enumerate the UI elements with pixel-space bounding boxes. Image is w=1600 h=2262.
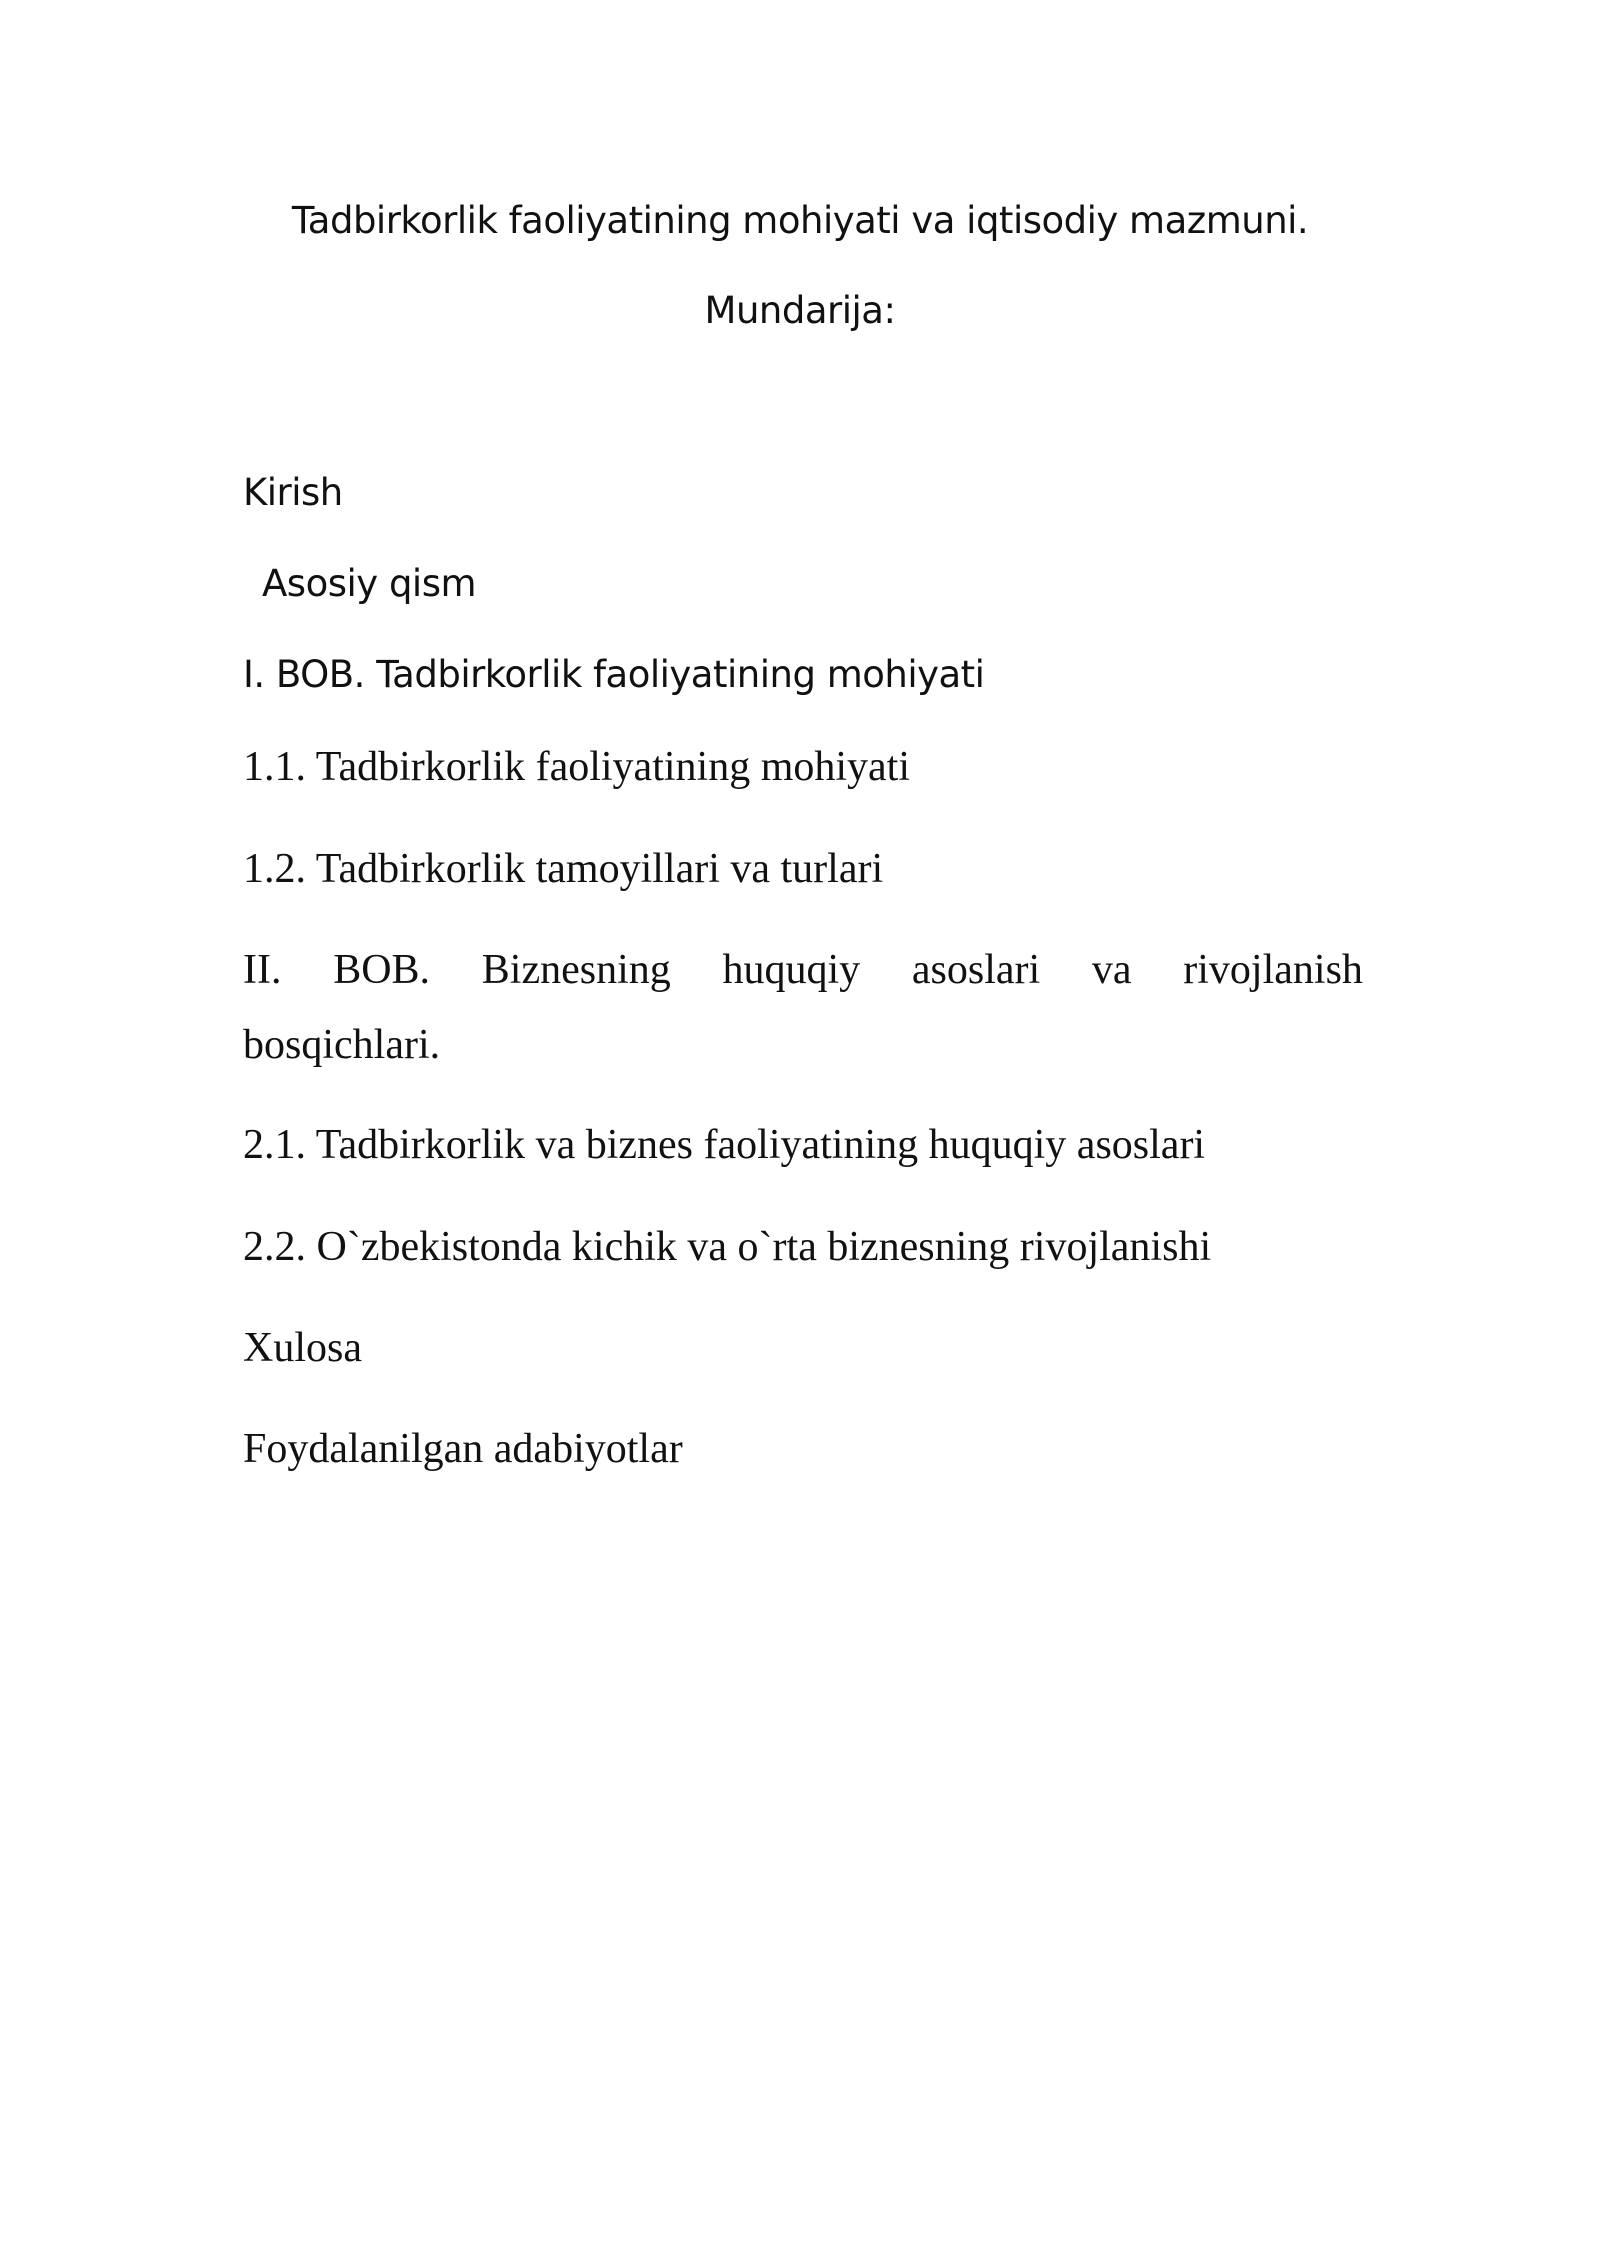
chapter-2-word: Biznesning: [481, 947, 671, 993]
toc-item-section-1-1: 1.1. Tadbirkorlik faoliyatining mohiyati: [243, 744, 911, 790]
contents-heading: Mundarija:: [704, 289, 896, 332]
toc-item-conclusion: Xulosa: [243, 1325, 362, 1371]
chapter-2-word: rivojlanish: [1183, 947, 1363, 993]
toc-item-section-1-2: 1.2. Tadbirkorlik tamoyillari va turlari: [243, 846, 884, 892]
chapter-2-word: va: [1091, 947, 1132, 993]
chapter-2-word: asoslari: [911, 947, 1041, 993]
toc-item-section-2-1: 2.1. Tadbirkorlik va biznes faoliyatining huquqiy asoslari: [243, 1122, 1206, 1168]
toc-item-chapter-2-continued: bosqichlari.: [243, 1022, 441, 1068]
chapter-2-word: II.: [243, 947, 282, 993]
toc-item-intro: Kirish: [243, 471, 343, 514]
chapter-2-word: BOB.: [333, 947, 431, 993]
chapter-2-word: huquqiy: [722, 947, 861, 993]
toc-item-chapter-1: I. BOB. Tadbirkorlik faoliyatining mohiyati: [243, 653, 985, 696]
toc-item-main-part: Asosiy qism: [262, 562, 477, 605]
document-title: Tadbirkorlik faoliyatining mohiyati va iqtisodiy mazmuni.: [291, 199, 1309, 242]
toc-item-references: Foydalanilgan adabiyotlar: [243, 1426, 683, 1472]
toc-item-section-2-2: 2.2. O`zbekistonda kichik va o`rta biznesning rivojlanishi: [243, 1224, 1212, 1270]
toc-item-chapter-2: [243, 949, 1363, 991]
